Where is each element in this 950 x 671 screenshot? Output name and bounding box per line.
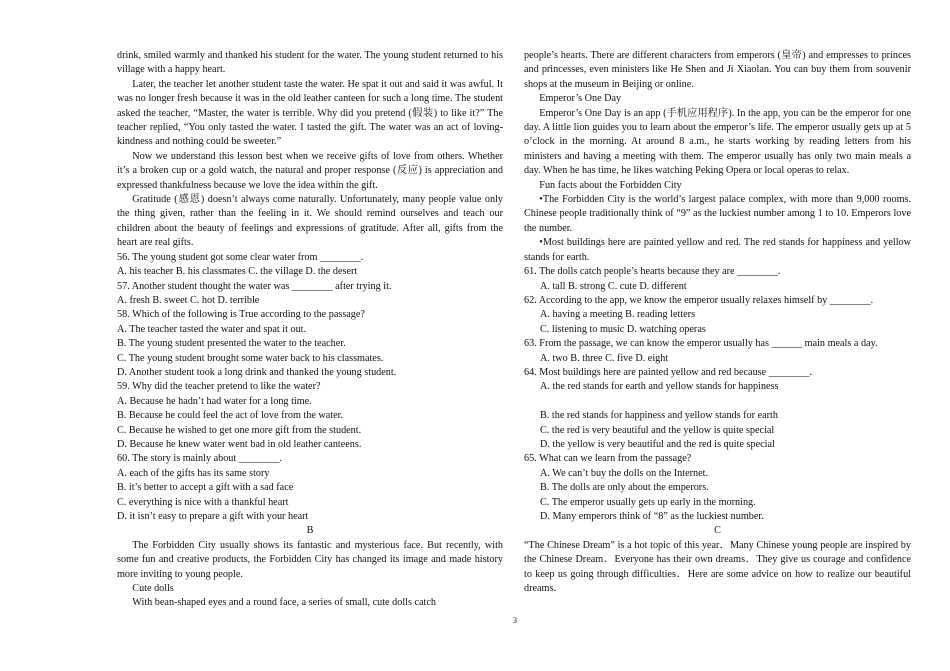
text-paragraph: D. it isn’t easy to prepare a gift with your heart <box>117 511 309 522</box>
text-paragraph: “The Chinese Dream” is a hot topic of this year．Many Chinese young people are inspired by the Chinese Dream．Everyone has their own dreams．They give us courage and confidence to keep us going through difficulties．Here are some advice on how to realize our beautiful dreams． <box>524 539 911 595</box>
text-paragraph: A. The teacher tasted the water and spat it out. <box>117 323 307 335</box>
text-paragraph: Later, the teacher let another student taste the water. He spat it out and said it was awful. It was no longer fresh because it was in the old leather canteen for such a long time. The student asked the teacher, “Master, the water is terrible. Why did you pretend (假装) to like it?” The teacher replied, “You only tasted the water. I tasted the gift. The water was an act of loving-kindness and nothing could be sweeter.” <box>117 78 503 148</box>
text-paragraph: The Forbidden City usually shows its fantastic and mysterious face. But recently, with some fun and creative products, the Forbidden City has changed its image and made history more inviting to young people. <box>117 539 503 580</box>
text-paragraph: 59. Why did the teacher pretend to like the water? <box>117 381 321 393</box>
text-paragraph: people’s hearts. There are different characters from emperors (皇帝) and empresses to princes and princesses, even ministers like He Shen and Ji Xiaolan. You can buy them from souvenir shops at the museum in Beijing or online. <box>524 50 911 90</box>
text-paragraph: drink, smiled warmly and thanked his student for the water. The young student returned to his village with a happy heart. <box>117 50 503 76</box>
left-column <box>117 49 503 611</box>
text-paragraph: B <box>306 525 314 537</box>
text-paragraph: C. everything is nice with a thankful heart <box>117 496 289 508</box>
text-paragraph: C <box>714 525 721 537</box>
text-paragraph: C. The emperor usually gets up early in the morning. <box>540 496 756 508</box>
text-paragraph: B. The young student presented the water to the teacher. <box>117 338 346 350</box>
text-paragraph: A. the red stands for earth and yellow stands for happiness <box>540 381 779 393</box>
text-paragraph: B. The dolls are only about the emperors. <box>540 482 709 494</box>
text-paragraph: C. listening to music D. watching operas <box>540 323 706 335</box>
text-paragraph: B. Because he could feel the act of love from the water. <box>117 410 344 422</box>
text-paragraph: 58. Which of the following is True according to the passage? <box>117 309 365 321</box>
text-paragraph: 57. Another student thought the water was ________ after trying it. <box>117 280 392 292</box>
text-paragraph: C. the red is very beautiful and the yellow is quite special <box>540 424 775 436</box>
text-paragraph: Fun facts about the Forbidden City <box>539 179 682 191</box>
text-paragraph: 60. The story is mainly about ________. <box>117 453 283 465</box>
right-column <box>524 49 911 596</box>
text-paragraph: •Most buildings here are painted yellow and red. The red stands for happiness and yellow stands for earth. <box>524 237 911 263</box>
text-paragraph: 62. According to the app, we know the emperor usually relaxes himself by ________. <box>524 294 874 306</box>
text-paragraph: 56. The young student got some clear water from ________. <box>117 251 364 263</box>
text-paragraph: Emperor’s One Day <box>539 93 622 105</box>
text-paragraph: D. Because he knew water went bad in old leather canteens. <box>117 438 362 450</box>
text-paragraph: D. Many emperors think of “8” as the luckiest number. <box>540 510 764 522</box>
text-paragraph: A. Because he hadn’t had water for a long time. <box>117 395 312 407</box>
text-paragraph: D. Another student took a long drink and thanked the young student. <box>117 366 397 378</box>
text-paragraph: C. Because he wished to get one more gift from the student. <box>117 424 362 436</box>
text-paragraph: 65. What can we learn from the passage? <box>524 453 692 465</box>
blank-line <box>524 395 911 409</box>
text-paragraph: A. tall B. strong C. cute D. different <box>540 280 687 292</box>
text-paragraph: 64. Most buildings here are painted yellow and red because ________. <box>524 366 813 378</box>
text-paragraph: D. the yellow is very beautiful and the red is quite special <box>540 438 775 450</box>
text-paragraph: A. having a meeting B. reading letters <box>540 309 696 321</box>
text-paragraph: 63. From the passage, we can know the emperor usually has ______ main meals a day. <box>524 338 878 350</box>
text-paragraph: Gratitude (感恩) doesn’t always come naturally. Unfortunately, many people value only the thing given, rather than the feeling in it. We should remind ourselves and teach our children about the beauty of feelings and expressions of gratitude. After all, gifts from the heart are real gifts. <box>117 194 503 249</box>
text-paragraph: With bean-shaped eyes and a round face, a series of small, cute dolls catch <box>132 597 436 609</box>
text-paragraph: A. two B. three C. five D. eight <box>540 352 669 364</box>
text-paragraph: C. The young student brought some water back to his classmates. <box>117 352 384 364</box>
text-paragraph: •The Forbidden City is the world’s largest palace complex, with more than 9,000 rooms. Chinese people traditionally think of “9” as the luckiest number among 1 to 10. Emperors love the number. <box>524 194 911 234</box>
text-paragraph: Emperor’s One Day is an app (手机应用程序). In the app, you can be the emperor for one day. A little lion guides you to learn about the emperor’s life. The emperor usually gets up at 5 o’clock in the morning. At around 8 a.m., he starts working by reading letters from his ministers and having a meeting with them. The emperor usually has only two main meals a day. When he has time, he likes watching Peking Opera or local operas to relax. <box>524 107 911 177</box>
text-paragraph: Cute dolls <box>132 583 174 595</box>
text-paragraph: A. his teacher B. his classmates C. the village D. the desert <box>117 266 358 278</box>
text-paragraph: B. the red stands for happiness and yellow stands for earth <box>540 410 778 422</box>
text-paragraph: A. We can’t buy the dolls on the Internet. <box>540 467 708 479</box>
text-paragraph: B. it’s better to accept a gift with a sad face <box>117 482 294 494</box>
text-paragraph: Now we understand this lesson best when we receive gifts of love from others. Whether it’s a broken cup or a gold watch, the natural and proper response (反应) is appreciation and expressed thankfulness because we love the idea within the gift. <box>117 150 503 191</box>
text-paragraph: A. each of the gifts has its same story <box>117 467 270 479</box>
page-number: 3 <box>513 616 517 625</box>
text-paragraph: 61. The dolls catch people’s hearts because they are ________. <box>524 266 781 278</box>
text-paragraph: A. fresh B. sweet C. hot D. terrible <box>117 294 260 306</box>
